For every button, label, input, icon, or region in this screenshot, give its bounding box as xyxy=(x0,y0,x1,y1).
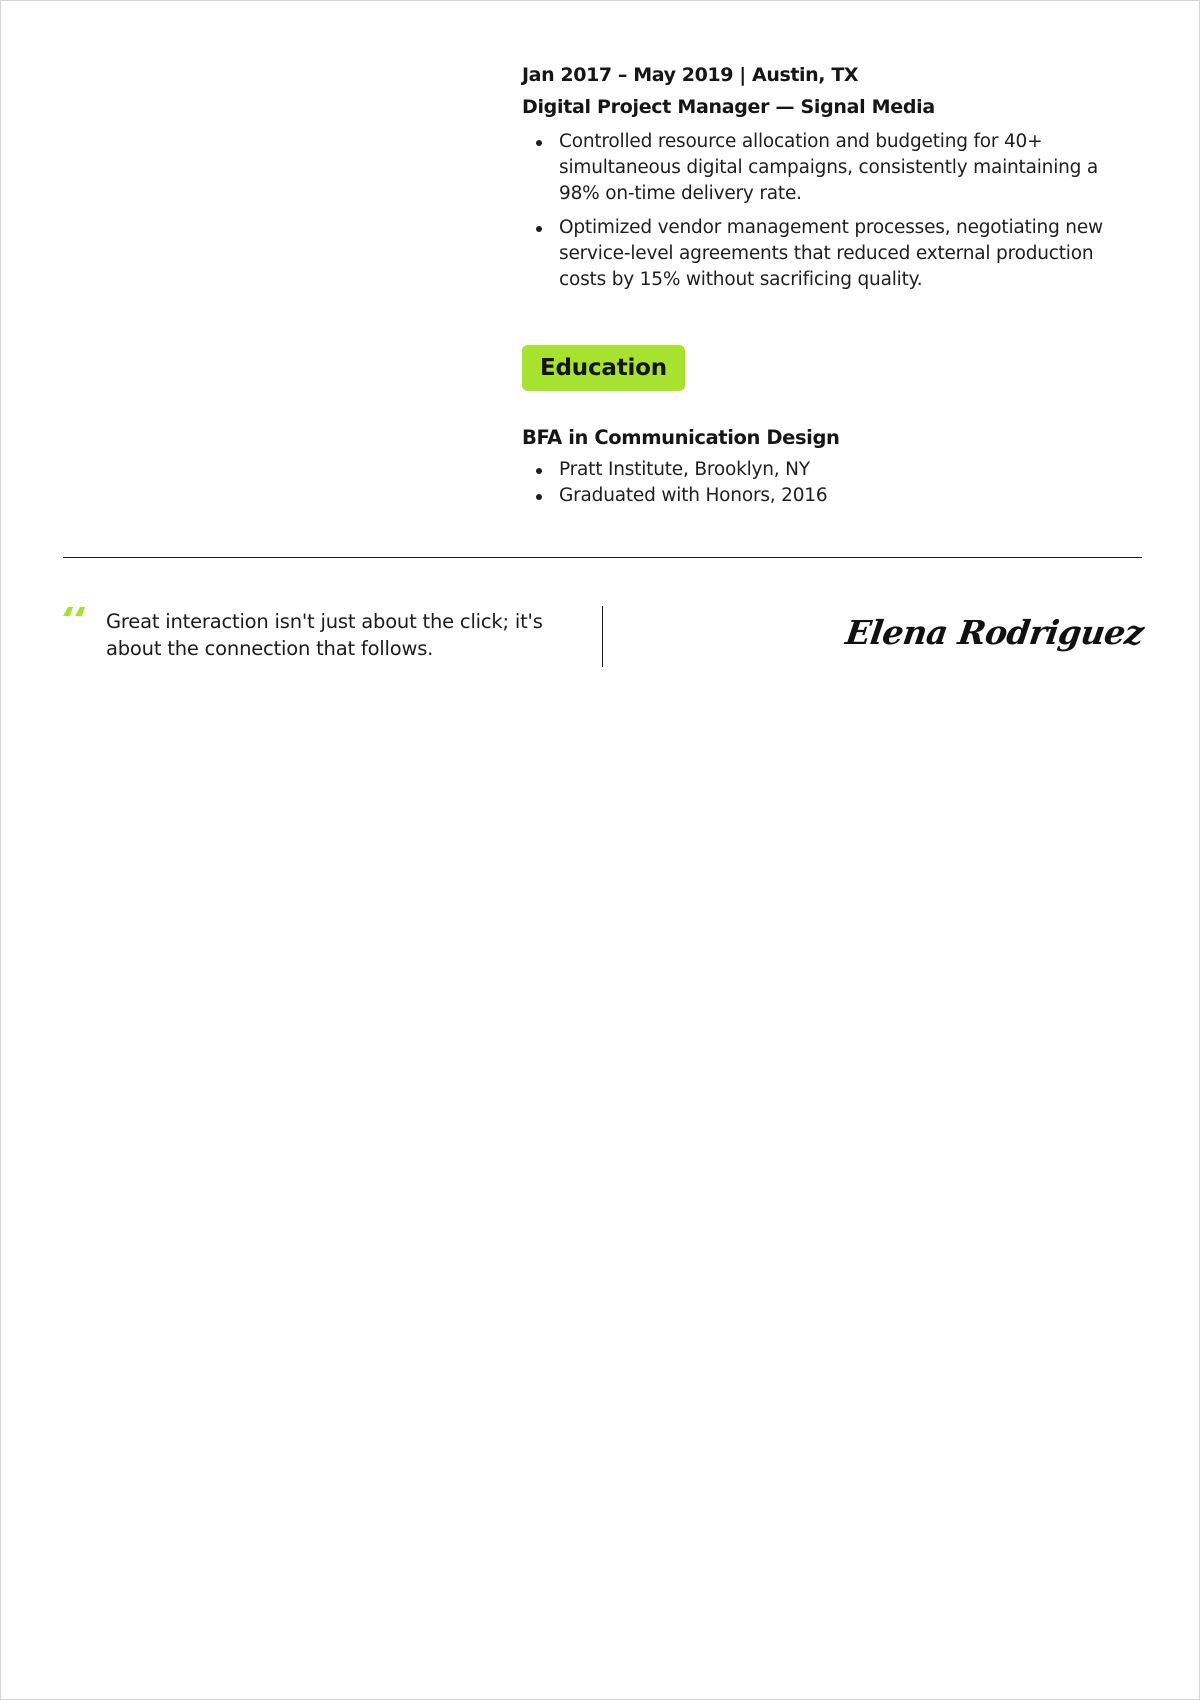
education-details xyxy=(522,457,1142,509)
job-title: Digital Project Manager — Signal Media xyxy=(522,96,935,118)
job-dates-location: Jan 2017 – May 2019 | Austin, TX xyxy=(522,64,859,86)
list-item: Optimized vendor management processes, negotiating new service-level agreements that reduced external production costs by 15% without sacrificing quality. xyxy=(559,215,1142,293)
experience-bullets xyxy=(522,129,1142,293)
quote-mark-icon xyxy=(61,591,91,621)
education-heading: Education xyxy=(522,345,685,391)
horizontal-divider xyxy=(63,557,1142,558)
list-item: Pratt Institute, Brooklyn, NY xyxy=(559,457,1142,483)
quote-text: Great interaction isn't just about the click; it's about the connection that follows. xyxy=(106,610,543,660)
signature: Elena Rodriguez xyxy=(842,613,1146,652)
vertical-divider xyxy=(602,606,603,667)
list-item: Graduated with Honors, 2016 xyxy=(559,483,1142,509)
right-column xyxy=(522,59,1142,509)
list-item: Controlled resource allocation and budgeting for 40+ simultaneous digital campaigns, consistently maintaining a 98% on-time delivery rate. xyxy=(559,129,1142,207)
degree-title: BFA in Communication Design xyxy=(522,426,840,449)
